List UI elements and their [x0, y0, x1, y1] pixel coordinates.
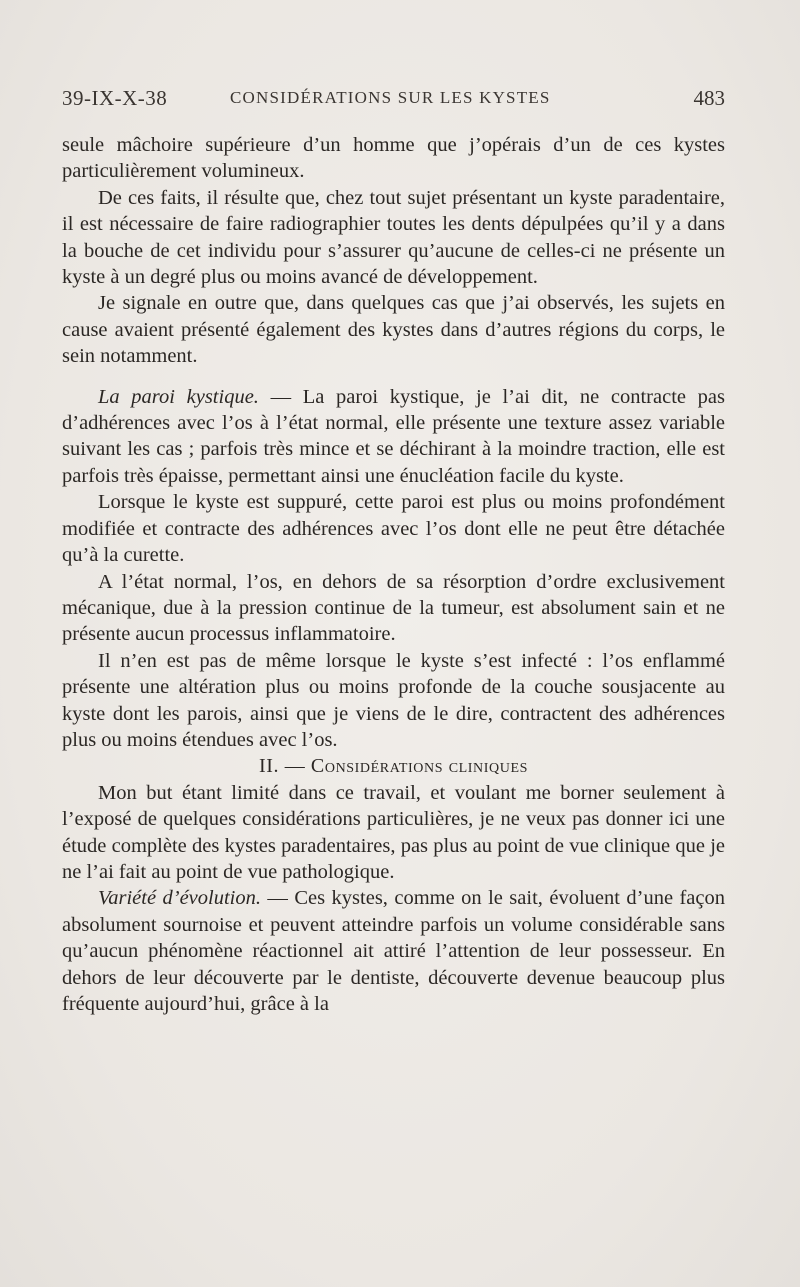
paragraph: Il n’en est pas de même lorsque le kyste s’est infecté : l’os enflammé présente une altération plus ou moins profonde de la couche sousjacente au kyste dont les parois, ainsi que je viens de le dire, contractent des adhérences plus ou moins étendues avec l’os.	[62, 649, 725, 751]
subheading-paroi-kystique: La paroi kystique.	[98, 385, 259, 408]
paragraph: Je signale en outre que, dans quelques cas que j’ai observés, les sujets en cause avaient présenté également des kystes dans d’autres régions du corps, le sein notamment.	[62, 292, 725, 368]
paragraph: De ces faits, il résulte que, chez tout sujet présentant un kyste paradentaire, il est nécessaire de faire radiographier toutes les dents dépulpées qu’il y a dans la bouche de cet individu pour s’assurer qu’aucune de celles-ci ne présente un kyste à un degré plus ou moins avancé de développement.	[62, 186, 725, 289]
page-body-text	[62, 132, 725, 1017]
paragraph: Lorsque le kyste est suppuré, cette paroi est plus ou moins profondément modifiée et contracte des adhérences avec l’os dont elle ne peut être détachée qu’à la curette.	[62, 491, 725, 567]
section-heading-number: II. —	[259, 755, 311, 778]
page-number: 483	[693, 86, 725, 110]
section-heading	[62, 753, 725, 779]
paragraph-text: — La paroi kystique, je l’ai dit, ne contracte pas d’adhérences avec l’os à l’état normal, elle présente une texture assez variable suivant les cas ; parfois très mince et se déchirant à la moindre traction, elle est parfois très épaisse, permettant ainsi une énucléation facile du kyste.	[62, 385, 725, 487]
paragraph-paroi-kystique	[62, 384, 725, 490]
header-issue-number: 39-IX-X-38	[62, 86, 168, 110]
paragraph: Mon but étant limité dans ce travail, et voulant me borner seulement à l’exposé de quelques considérations particulières, je ne veux pas donner ici une étude complète des kystes paradentaires, pas plus au point de vue clinique que je ne l’ai fait au point de vue pathologique.	[62, 781, 725, 883]
header-running-title: CONSIDÉRATIONS SUR LES KYSTES	[230, 88, 551, 107]
subheading-variete-evolution: Variété d’évolution.	[98, 887, 261, 910]
paragraph-variete-evolution	[62, 885, 725, 1017]
paragraph: seule mâchoire supérieure d’un homme que j’opérais d’un de ces kystes particulièrement volumineux.	[62, 134, 725, 183]
section-heading-title: Considérations cliniques	[310, 755, 528, 778]
paragraph: A l’état normal, l’os, en dehors de sa résorption d’ordre exclusivement mécanique, due à la pression continue de la tumeur, est absolument sain et ne présente aucun processus inflammatoire.	[62, 570, 725, 646]
paragraph-text: — Ces kystes, comme on le sait, évoluent d’une façon absolument sournoise et peuvent atteindre parfois un volume considérable sans qu’aucun phénomène réactionnel ait attiré l’attention de leur possesseur. En dehors de leur découverte par le dentiste, découverte devenue beaucoup plus fréquente aujourd’hui, grâce à la	[62, 887, 726, 1015]
running-header	[62, 86, 725, 122]
